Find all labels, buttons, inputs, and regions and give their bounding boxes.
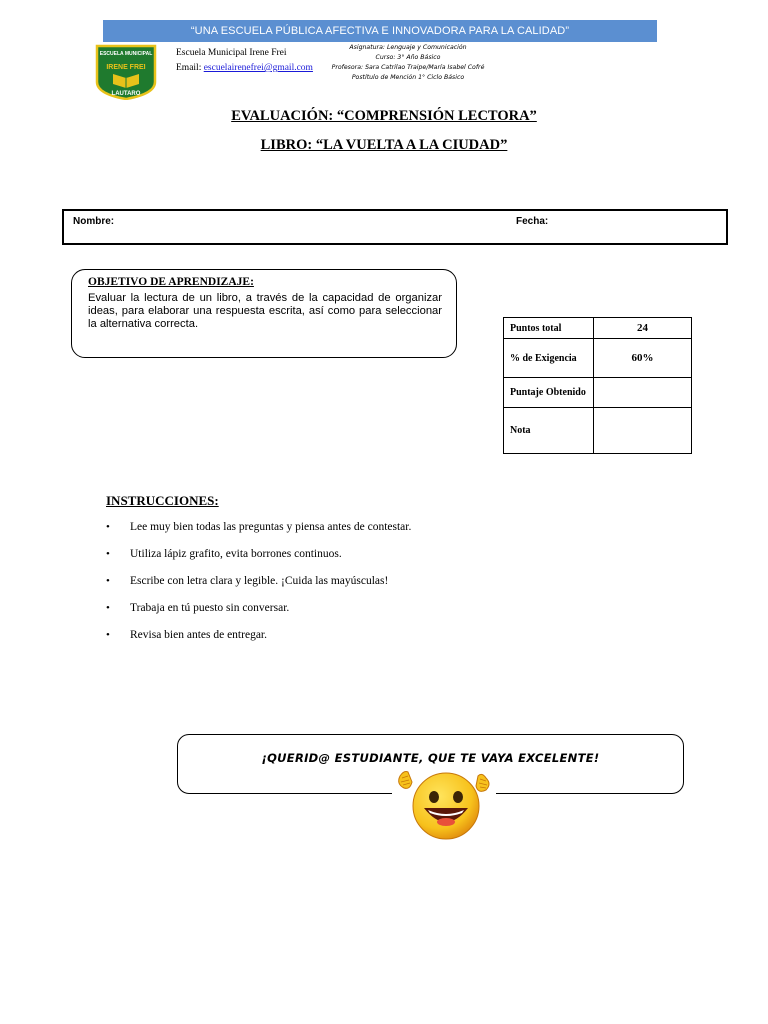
score-value: 60% [594, 339, 692, 378]
header-banner: “UNA ESCUELA PÚBLICA AFECTIVA E INNOVADORA PARA LA CALIDAD” [103, 20, 657, 42]
instruction-item [106, 602, 411, 629]
email-link[interactable]: escuelairenefrei@gmail.com [203, 63, 313, 73]
closing-message: ¡QUERID@ ESTUDIANTE, QUE TE VAYA EXCELENTE! [261, 751, 600, 765]
name-label: Nombre: [73, 216, 115, 227]
logo-bottom-text: LAUTARO [111, 91, 141, 97]
score-row [504, 378, 692, 408]
instruction-text: Trabaja en tú puesto sin conversar. [130, 602, 290, 614]
school-logo [95, 44, 157, 100]
objective-text: Evaluar la lectura de un libro, a través de la capacidad de organizar ideas, para elaborar una respuesta escrita, así como para seleccionar la alternativa correcta. [88, 292, 442, 330]
instructions-list [106, 521, 411, 656]
cheering-smiley-icon [392, 766, 496, 840]
email-label: Email: [176, 63, 202, 73]
course-line: Profesora: Sara Catrilao Traipe/María Isabel Cofré [331, 64, 485, 71]
score-label: % de Exigencia [504, 339, 594, 378]
score-value [594, 408, 692, 454]
objective-heading: OBJETIVO DE APRENDIZAJE: [88, 276, 254, 288]
date-label: Fecha: [516, 216, 549, 227]
instruction-text: Lee muy bien todas las preguntas y piensa antes de contestar. [130, 521, 412, 533]
book-title: LIBRO: “LA VUELTA A LA CIUDAD” [260, 137, 508, 153]
score-value: 24 [594, 318, 692, 339]
course-line: Asignatura: Lenguaje y Comunicación [349, 44, 467, 51]
score-table [503, 317, 692, 454]
school-name: Escuela Municipal Irene Frei [176, 48, 287, 58]
instruction-text: Utiliza lápiz grafito, evita borrones continuos. [130, 548, 342, 560]
logo-middle-text: IRENE FREI [106, 64, 146, 71]
score-label: Nota [504, 408, 594, 454]
objective-box [71, 269, 457, 358]
bullet-icon: • [106, 602, 110, 614]
bullet-icon: • [106, 629, 110, 641]
course-line: Curso: 3° Año Básico [375, 54, 441, 61]
score-label: Puntos total [504, 318, 594, 339]
course-line: Postítulo de Mención 1° Ciclo Básico [351, 74, 465, 81]
logo-top-text: ESCUELA MUNICIPAL [99, 51, 153, 57]
score-label: Puntaje Obtenido [504, 378, 594, 408]
course-info [318, 43, 498, 83]
school-email-line [176, 61, 313, 76]
score-row [504, 318, 692, 339]
instruction-item [106, 521, 411, 548]
score-row [504, 408, 692, 454]
instructions-heading: INSTRUCCIONES: [106, 493, 219, 508]
instruction-item [106, 548, 411, 575]
instruction-item [106, 629, 411, 656]
bullet-icon: • [106, 575, 110, 587]
instruction-text: Escribe con letra clara y legible. ¡Cuida las mayúsculas! [130, 575, 389, 587]
bullet-icon: • [106, 521, 110, 533]
instruction-item [106, 575, 411, 602]
school-info [176, 46, 313, 76]
name-date-box [62, 209, 728, 245]
instruction-text: Revisa bien antes de entregar. [130, 629, 267, 641]
bullet-icon: • [106, 548, 110, 560]
score-row [504, 339, 692, 378]
evaluation-title: EVALUACIÓN: “COMPRENSIÓN LECTORA” [231, 108, 537, 124]
score-value [594, 378, 692, 408]
